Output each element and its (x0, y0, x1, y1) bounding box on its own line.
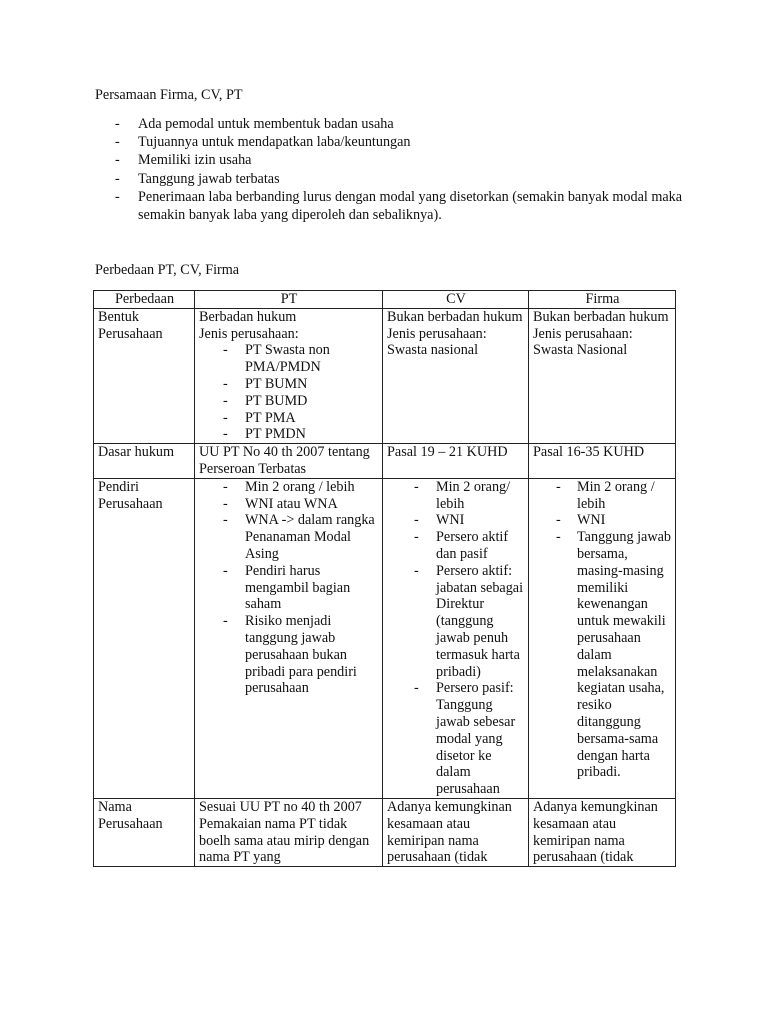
persamaan-list (95, 115, 685, 224)
list-item: - Risiko menjadi tanggung jawab perusahaan bukan pribadi para pendiri perusahaan (199, 613, 379, 697)
header-cell-cv: CV (383, 291, 529, 309)
list-item: - Pendiri harus mengambil bagian saham (199, 563, 379, 613)
cell-firma (529, 308, 676, 443)
list-item: - Ada pemodal untuk membentuk badan usaha (95, 115, 685, 133)
list-item: - Tanggung jawab bersama, masing-masing memiliki kewenangan untuk mewakili perusahaan dalam melaksanakan kegiatan usaha, resiko ditanggung bersama-sama dengan harta pribadi. (533, 529, 672, 781)
cell-line: Pemakaian nama PT tidak boelh sama atau mirip dengan nama PT yang (199, 815, 370, 866)
table-row-dasar (94, 444, 676, 479)
cell-pt (195, 308, 383, 443)
list-item: - Persero aktif dan pasif (387, 529, 525, 563)
cell-pt (195, 478, 383, 798)
list-item: - Min 2 orang / lebih (199, 479, 379, 496)
persamaan-heading: Persamaan Firma, CV, PT (95, 87, 243, 103)
cell-cv (383, 478, 529, 798)
header-cell-firma: Firma (529, 291, 676, 309)
cell-list (199, 479, 379, 697)
cell-line: Jenis perusahaan: (199, 325, 299, 342)
cell-pt (195, 798, 383, 866)
row-label: Bentuk Perusahaan (94, 308, 195, 443)
list-item: - Penerimaan laba berbanding lurus dengan modal yang disetorkan (semakin banyak modal maka semakin banyak laba yang diperoleh dan sebaliknya). (95, 188, 685, 224)
list-item: - PT BUMN (199, 376, 379, 393)
list-item: - Persero aktif: jabatan sebagai Direktur (tanggung jawab penuh termasuk harta pribadi) (387, 563, 525, 681)
cell-firma (529, 478, 676, 798)
cell-line: Jenis perusahaan: Swasta Nasional (533, 325, 633, 359)
list-item: - PT Swasta non PMA/PMDN (199, 342, 379, 376)
list-item: - Memiliki izin usaha (95, 151, 685, 169)
list-item: - WNI (387, 512, 525, 529)
row-label: Pendiri Perusahaan (94, 478, 195, 798)
cell-line: Sesuai UU PT no 40 th 2007 (199, 798, 362, 815)
table-header-row (94, 291, 676, 309)
cell-line: Bukan berbadan hukum (387, 308, 523, 325)
perbedaan-heading: Perbedaan PT, CV, Firma (95, 262, 240, 278)
cell-list (199, 342, 379, 443)
list-item: - Min 2 orang / lebih (533, 479, 672, 513)
list-item: - Persero pasif: Tanggung jawab sebesar modal yang disetor ke dalam perusahaan (387, 680, 525, 798)
cell-pt: UU PT No 40 th 2007 tentang Perseroan Terbatas (195, 444, 383, 479)
list-item: - PT PMA (199, 410, 379, 427)
cell-cv: Adanya kemungkinan kesamaan atau kemiripan nama perusahaan (tidak (383, 798, 529, 866)
list-item: - WNI (533, 512, 672, 529)
cell-firma: Adanya kemungkinan kesamaan atau kemiripan nama perusahaan (tidak (529, 798, 676, 866)
cell-line: Bukan berbadan hukum (533, 308, 669, 325)
list-item: - Tanggung jawab terbatas (95, 170, 685, 188)
row-label: Dasar hukum (94, 444, 195, 479)
perbedaan-table (93, 290, 676, 867)
list-item: - Tujuannya untuk mendapatkan laba/keuntungan (95, 133, 685, 151)
list-item: - WNI atau WNA (199, 496, 379, 513)
cell-list (533, 479, 672, 781)
cell-line: Jenis perusahaan: Swasta nasional (387, 325, 487, 359)
table-row-pendiri (94, 478, 676, 798)
row-label: Nama Perusahaan (94, 798, 195, 866)
list-item: - Min 2 orang/ lebih (387, 479, 525, 513)
table-row-nama (94, 798, 676, 866)
cell-cv (383, 308, 529, 443)
list-item: - PT BUMD (199, 393, 379, 410)
cell-cv: Pasal 19 – 21 KUHD (383, 444, 529, 479)
cell-line: Berbadan hukum (199, 308, 297, 325)
list-item: - WNA -> dalam rangka Penanaman Modal Asing (199, 512, 379, 562)
table-row-bentuk (94, 308, 676, 443)
cell-firma: Pasal 16-35 KUHD (529, 444, 676, 479)
header-cell-pt: PT (195, 291, 383, 309)
cell-list (387, 479, 525, 798)
list-item: - PT PMDN (199, 426, 379, 443)
header-cell-perbedaan: Perbedaan (94, 291, 195, 309)
